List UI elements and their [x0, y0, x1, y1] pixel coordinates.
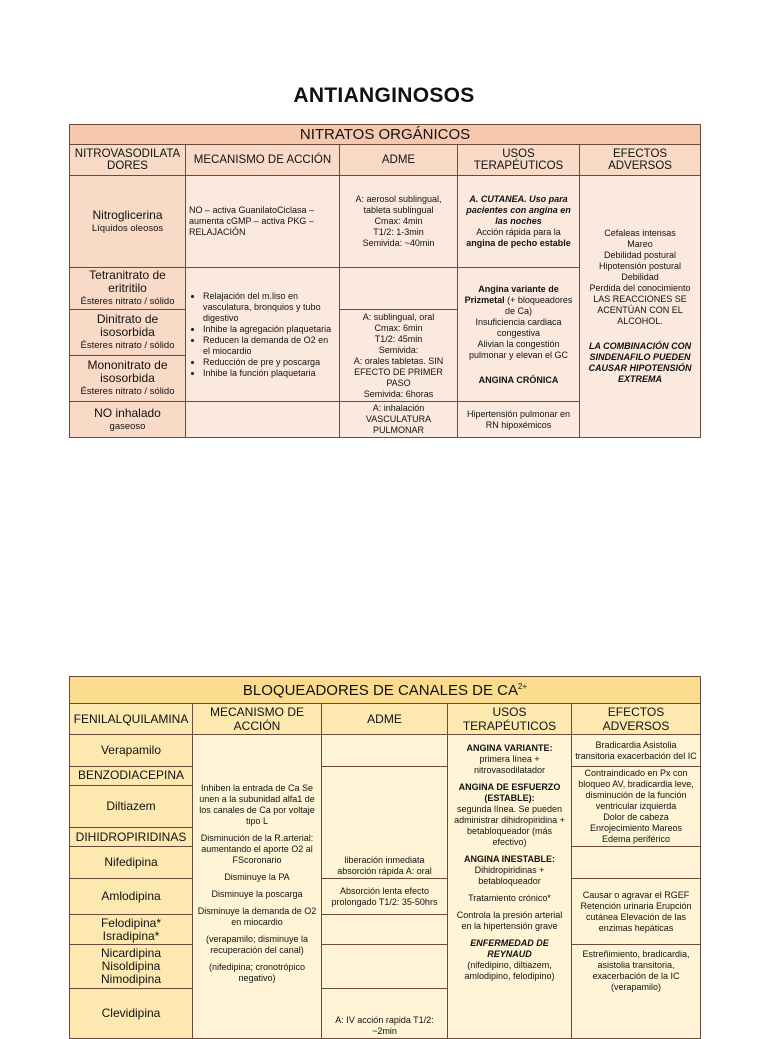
- drug-name: Tetranitrato de eritritilo: [89, 268, 166, 295]
- adme-line: Semivida: ~40min: [362, 238, 435, 248]
- adme-verapamilo: [322, 735, 448, 767]
- uso-text: Dihidropiridinas + betabloqueador: [474, 865, 545, 886]
- drug-mononitrato: [70, 356, 186, 402]
- uso-bold: ENFERMEDAD DE REYNAUD: [470, 938, 549, 959]
- mech-item: • Reducen la demanda de O2 en el miocardio: [203, 335, 336, 357]
- adme-clevidipina: A: IV acción rapida T1/2: ~2min: [322, 989, 448, 1039]
- mech-text: Inhiben la entrada de Ca Se unen a la subunidad alfa1 de los canales de Ca por voltaje tipo L: [199, 783, 315, 826]
- header-adme: ADME: [340, 145, 458, 176]
- drug-nitroglicerina: [70, 176, 186, 268]
- uso-text: Insuficiencia cardiaca congestiva: [475, 316, 562, 338]
- drug-nicardipina: Nicardipina Nisoldipina Nimodipina: [70, 945, 193, 989]
- bloq-title-text: BLOQUEADORES DE CANALES DE CA: [242, 681, 518, 699]
- efecto-bold: LA COMBINACIÓN CON SINDENAFILO PUEDEN CAUSAR HIPOTENSIÓN EXTREMA: [588, 341, 692, 384]
- nitratos-table: [69, 124, 701, 438]
- efecto: Debilidad postural: [604, 250, 677, 260]
- mech-item: • Inhibe la función plaquetaria: [203, 368, 336, 379]
- uso-bold: ANGINA DE ESFUERZO (ESTABLE):: [458, 782, 561, 803]
- adme-line: Cmax: 6min: [374, 322, 423, 333]
- bloq-title: [70, 677, 701, 704]
- adme-line: A: aerosol sublingual, tableta sublingual: [355, 194, 442, 215]
- adme-amlodipina: Absorción lenta efecto prolongado T1/2: 35-50hrs: [322, 879, 448, 915]
- efectos-verapamilo: Bradicardia Asistolia transitoria exacerbación del IC: [572, 735, 701, 767]
- efecto: Perdida del conocimiento: [589, 283, 691, 293]
- mech-text: Disminución de la R.arterial: aumentando el aporte O2 al FScoronario: [200, 833, 314, 865]
- mech-top: NO – activa GuanilatoCiclasa – aumenta cGMP – activa PKG – RELAJACIÓN: [186, 176, 340, 268]
- mech-list: [186, 268, 340, 402]
- mech-text: (verapamilo; disminuye la recuperación del canal): [205, 934, 309, 955]
- adme-line: T1/2: 1-3min: [373, 227, 424, 237]
- adme-nitroglicerina: [340, 176, 458, 268]
- header-fenilalquilamina: FENILALQUILAMINA: [70, 704, 193, 735]
- drug-sub: Líquidos oleosos: [91, 222, 164, 234]
- mech-item: • Inhibe la agregación plaquetaria: [203, 324, 336, 335]
- adme-tetranitrato: [340, 268, 458, 310]
- drug-dinitrato: [70, 310, 186, 356]
- drug-diltiazem: Diltiazem: [70, 785, 193, 827]
- mech-item: • Reducción de pre y poscarga: [203, 357, 336, 368]
- drug-sub: gaseoso: [109, 420, 146, 432]
- adme-nicardipina: [322, 945, 448, 989]
- uso-text: Tratamiento crónico*: [468, 893, 551, 903]
- efecto: Mareo: [627, 239, 653, 249]
- uso-text: (+ bloqueadores de Ca): [504, 294, 573, 316]
- drug-verapamilo: Verapamilo: [70, 735, 193, 767]
- adme-felodipina: [322, 915, 448, 945]
- uso-bold: A. CUTANEA. Uso para pacientes con angina en las noches: [466, 194, 571, 226]
- bloq-title-sup: 2+: [518, 681, 528, 691]
- mech-text: Disminuye la demanda de O2 en miocardio: [197, 906, 317, 927]
- uso-text: Controla la presión arterial en la hipertensión grave: [456, 910, 563, 931]
- efectos-nicardipina: Estreñimiento, bradicardia, asistolia transitoria, exacerbación de la IC (verapamilo): [572, 945, 701, 1039]
- usos-nitroglicerina: [458, 176, 580, 268]
- efecto: Debilidad: [621, 272, 659, 282]
- adme-no: A: inhalación VASCULATURA PULMONAR: [340, 402, 458, 438]
- header-usos: USOS TERAPÉUTICOS: [448, 704, 572, 735]
- uso-bold: ANGINA VARIANTE:: [466, 743, 553, 753]
- efecto-text: Dolor de cabeza Enrojecimiento Mareos Edema periférico: [590, 812, 683, 844]
- efectos-empty: [572, 847, 701, 879]
- usos-prizmetal: [458, 268, 580, 402]
- drug-nifedipina: Nifedipina: [70, 847, 193, 879]
- drug-clevidipina: Clevidipina: [70, 989, 193, 1039]
- efectos-amlodipina: Causar o agravar el RGEF Retención urinaria Erupción cutánea Elevación de las enzimas hepáticas: [572, 879, 701, 945]
- bloq-usos: [448, 735, 572, 1039]
- header-adme: ADME: [322, 704, 448, 735]
- header-efectos: EFECTOS ADVERSOS: [580, 145, 701, 176]
- efectos-nitratos: [580, 176, 701, 438]
- drug-benzodiacepina: BENZODIACEPINA: [70, 767, 193, 786]
- efecto: Hipotensión postural: [598, 261, 682, 271]
- drug-amlodipina: Amlodipina: [70, 879, 193, 915]
- adme-isosorbida: [340, 310, 458, 402]
- drug-no-inhalado: [70, 402, 186, 438]
- mech-text: Disminuye la poscarga: [211, 889, 303, 899]
- drug-name: NO inhalado: [94, 405, 161, 420]
- drug-name: Dinitrato de isosorbida: [96, 312, 159, 339]
- page-title: ANTIANGINOSOS: [293, 84, 475, 107]
- efecto: LAS REACCIONES SE ACENTÚAN CON EL ALCOHOL.: [593, 294, 687, 326]
- bloq-mecanismo: [193, 735, 322, 1039]
- adme-nifedipina: liberación inmediata absorción rápida A: oral: [322, 767, 448, 879]
- adme-line: Semivida:: [378, 344, 419, 355]
- uso-text: primera línea + nitrovasodilatador: [473, 754, 546, 775]
- adme-line: A: orales tabletas. SIN EFECTO DE PRIMER PASO: [353, 355, 444, 388]
- header-mecanismo: MECANISMO DE ACCIÓN: [186, 145, 340, 176]
- uso-text: (nifedipino, diltiazem, amlodipino, felodipino): [464, 960, 555, 981]
- header-usos: USOS TERAPÉUTICOS: [458, 145, 580, 176]
- mech-empty: [186, 402, 340, 438]
- header-efectos: EFECTOS ADVERSOS: [572, 704, 701, 735]
- drug-sub: Ésteres nitrato / sólido: [80, 386, 175, 397]
- uso-bold: ANGINA INESTABLE:: [464, 854, 555, 864]
- drug-sub: Ésteres nitrato / sólido: [80, 340, 175, 351]
- efecto-text: Contraindicado en Px con bloqueo AV, bradicardia leve, disminución de la función ventricular izquierda: [578, 768, 694, 811]
- uso-text: Alivian la congestión pulmonar y elevan el GC: [468, 338, 569, 360]
- bloqueadores-table: [69, 676, 701, 1039]
- uso-bold: angina de pecho estable: [466, 238, 571, 248]
- mech-text: (nifedipina; cronotrópico negativo): [208, 962, 306, 983]
- mech-item: • Relajación del m.liso en vasculatura, bronquios y tubo digestivo: [203, 291, 336, 324]
- drug-felodipina: Felodipina* Isradipina*: [70, 915, 193, 945]
- efecto: Cefaleas intensas: [604, 228, 676, 238]
- efectos-diltiazem: [572, 767, 701, 847]
- uso-text: segunda línea. Se pueden administrar dihidropiridina + betabloqueador (más efectivo): [454, 804, 565, 847]
- drug-name: Nitroglicerina: [92, 207, 163, 222]
- adme-line: T1/2: 45min: [374, 333, 423, 344]
- adme-line: A: sublingual, oral: [362, 311, 435, 322]
- header-mecanismo: MECANISMO DE ACCIÓN: [193, 704, 322, 735]
- uso-bold: Angina variante de Prizmetal: [464, 283, 559, 305]
- usos-no: Hipertensión pulmonar en RN hipoxémicos: [458, 402, 580, 438]
- header-nitrovasodilatadores: NITROVASODILATADORES: [70, 145, 186, 176]
- adme-line: Semivida: 6horas: [363, 388, 434, 399]
- drug-dihidropiridinas: DIHIDROPIRIDINAS: [70, 828, 193, 847]
- nitratos-title: NITRATOS ORGÁNICOS: [70, 125, 701, 145]
- mech-text: Disminuye la PA: [224, 872, 290, 882]
- uso-bold: ANGINA CRÓNICA: [478, 374, 559, 385]
- drug-name: Mononitrato de isosorbida: [87, 358, 168, 385]
- adme-line: Cmax: 4min: [374, 216, 423, 226]
- drug-sub: Ésteres nitrato / sólido: [80, 296, 175, 307]
- uso-text: Acción rápida para la: [476, 227, 561, 237]
- drug-tetranitrato: [70, 268, 186, 310]
